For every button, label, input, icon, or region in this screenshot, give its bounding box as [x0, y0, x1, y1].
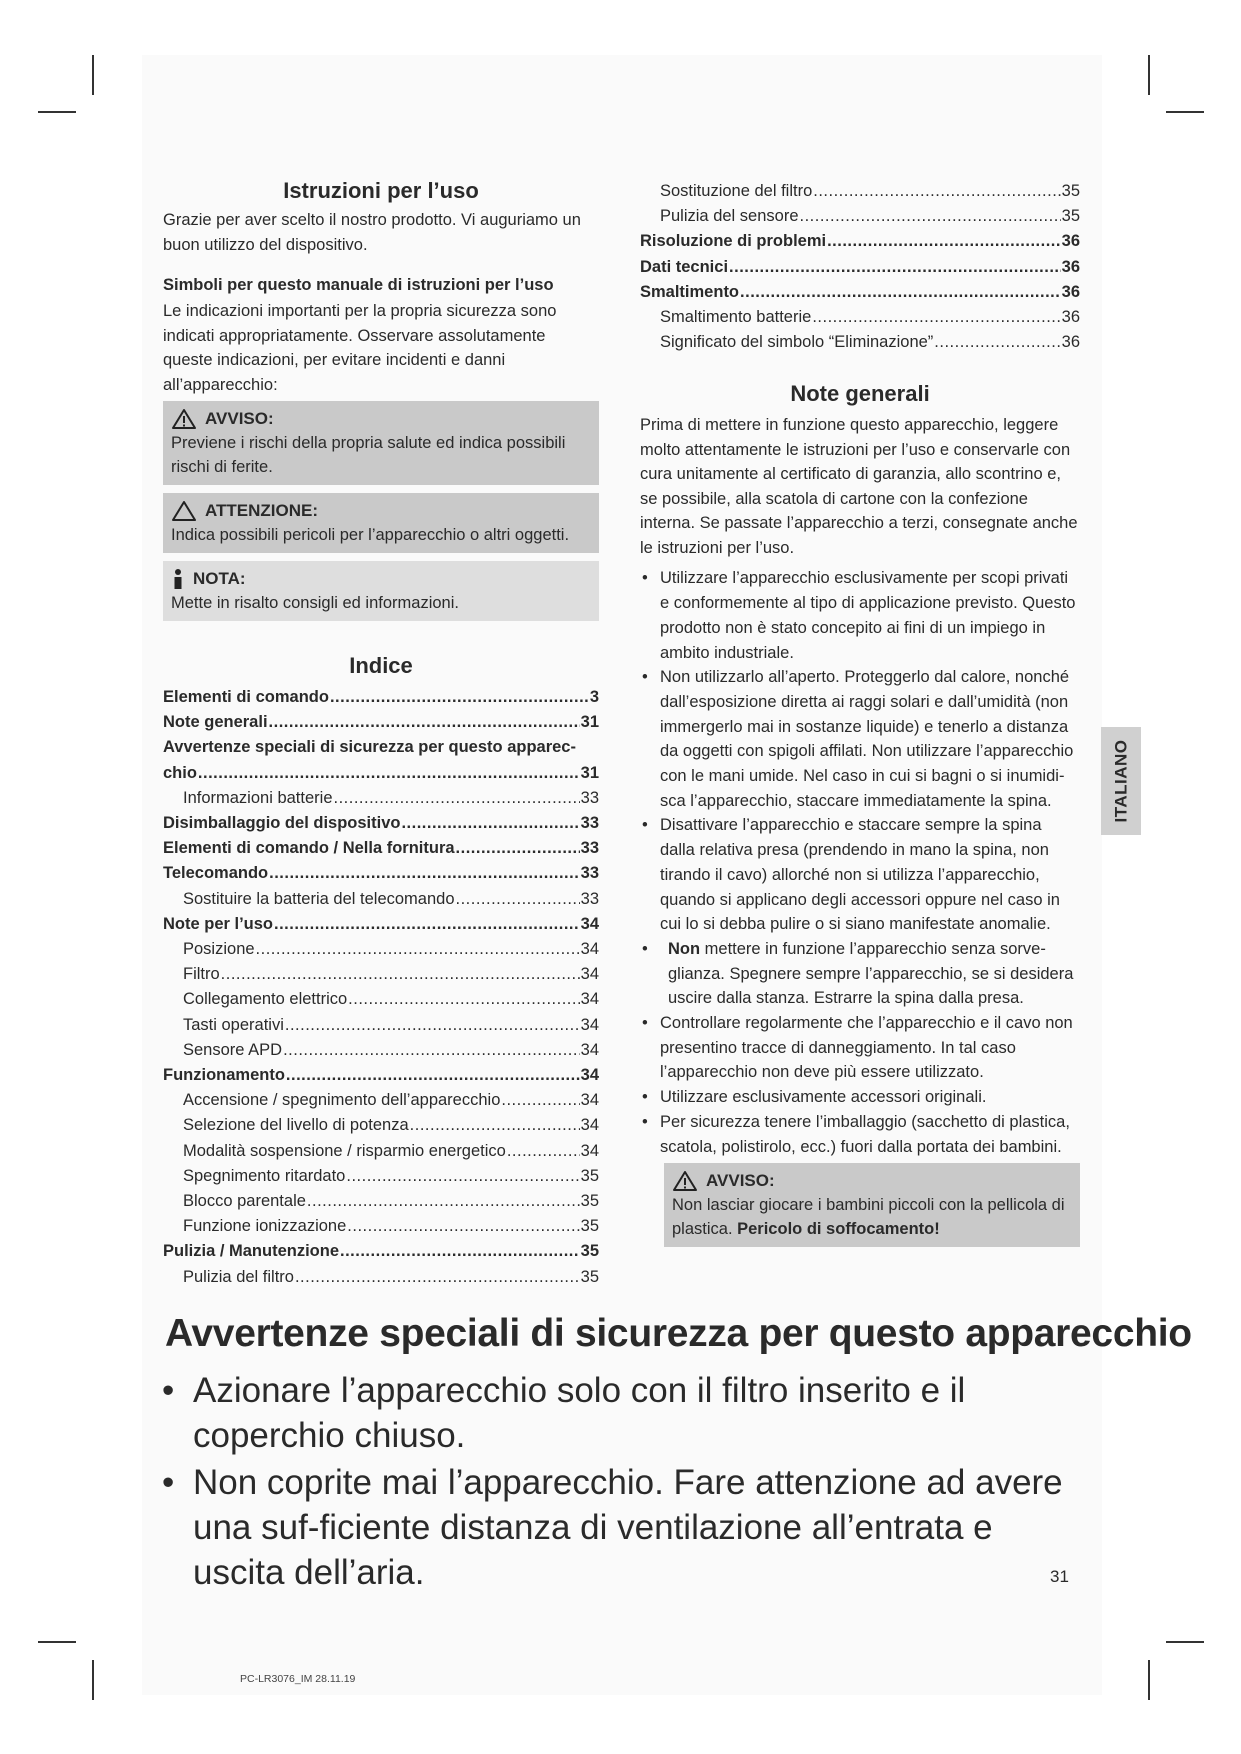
nota-label: NOTA:: [193, 569, 246, 588]
toc-entry: [163, 1189, 599, 1214]
toc-entry-page: 36: [1061, 333, 1080, 352]
toc-entry: [163, 710, 599, 735]
toc-entry-page: 34: [580, 965, 599, 984]
list-item: • Per sicurezza tenere l’imballaggio (sacchetto di plastica, scatola, polistirolo, ecc.) fuori dalla portata dei bambini.: [640, 1110, 1080, 1159]
toc-entry-label: Pulizia / Manutenzione: [163, 1242, 340, 1261]
toc-leader-dots: [346, 1164, 579, 1189]
toc-entry-label: Risoluzione di problemi: [640, 232, 827, 251]
list-item: • Azionare l’apparecchio solo con il filtro inserito e il coperchio chiuso.: [160, 1368, 1080, 1458]
toc-entry-label: Modalità sospensione / risparmio energetico: [183, 1141, 506, 1160]
toc-entry-page: 34: [580, 1066, 599, 1085]
warning-triangle-icon: [672, 1170, 698, 1192]
toc-entry: [163, 1214, 599, 1239]
general-notes-list: [640, 566, 1080, 1159]
toc-entry: [163, 1088, 599, 1113]
toc-entry: [163, 1265, 599, 1290]
crop-mark: [1148, 1660, 1150, 1700]
avviso-text-emphasis: Pericolo di soffocamento!: [737, 1220, 940, 1239]
list-item: • Non coprite mai l’apparecchio. Fare attenzione ad avere una suf-ficiente distanza di ventilazione all’entrata e uscita dell’aria.: [160, 1460, 1080, 1595]
nota-text: Mette in risalto consigli ed informazioni.: [171, 594, 459, 612]
toc-entry: [163, 987, 599, 1012]
avviso-label: AVVISO:: [706, 1171, 775, 1191]
toc-leader-dots: [934, 330, 1060, 355]
toc-leader-dots: [198, 761, 580, 786]
warning-triangle-icon: [171, 408, 197, 430]
avviso-box: [163, 401, 599, 485]
toc-entry-page: 33: [580, 889, 599, 908]
avviso-label: AVVISO:: [205, 409, 274, 428]
toc-entry: [640, 330, 1080, 355]
toc-entry-label: Significato del simbolo “Eliminazione”: [660, 333, 934, 352]
toc-entry-page: 34: [580, 940, 599, 959]
toc-entry-page: 36: [1061, 257, 1080, 276]
nota-box: [163, 561, 599, 621]
toc-entry: [163, 1239, 599, 1264]
toc-entry: [640, 305, 1080, 330]
left-column: [163, 178, 599, 1290]
right-column: [640, 179, 1080, 1247]
print-footer: PC-LR3076_IM 28.11.19: [240, 1673, 356, 1685]
toc-entry-page: 34: [580, 1040, 599, 1059]
attenzione-heading: [171, 499, 591, 523]
toc-entry-label: Blocco parentale: [183, 1192, 306, 1211]
toc-entry-label: Dati tecnici: [640, 257, 729, 276]
toc-entry: [163, 836, 599, 861]
list-item: • Controllare regolarmente che l’apparecchio e il cavo non presentino tracce di danneggiamento. In tal caso l’apparecchio non deve più essere utilizzato.: [640, 1011, 1080, 1085]
toc-entry-label: Filtro: [183, 965, 220, 984]
toc-leader-dots: [307, 1189, 580, 1214]
toc-leader-dots: [269, 710, 580, 735]
toc-entry-page: 33: [580, 814, 599, 833]
toc-entry: [640, 204, 1080, 229]
toc-leader-dots: [729, 255, 1061, 280]
caution-triangle-icon: [171, 500, 197, 522]
toc-leader-dots: [507, 1139, 580, 1164]
toc-entry-page: 33: [580, 839, 599, 858]
crop-mark: [38, 111, 76, 113]
toc-entry-label: Accensione / spegnimento dell’apparecchio: [183, 1091, 501, 1110]
index-title: Indice: [349, 653, 413, 678]
toc-entry: [163, 962, 599, 987]
toc-entry-page: 34: [580, 1091, 599, 1110]
toc-entry: [640, 280, 1080, 305]
toc-leader-dots: [340, 1239, 580, 1264]
info-icon: [171, 568, 185, 590]
toc-leader-dots: [347, 1214, 579, 1239]
intro-text: Grazie per aver scelto il nostro prodotto. Vi auguriamo un buon utilizzo del dispositivo.: [163, 211, 581, 254]
symbols-heading: Simboli per questo manuale di istruzioni per l’uso: [163, 276, 554, 294]
toc-entry-page: 3: [589, 688, 599, 706]
toc-leader-dots: [330, 685, 589, 710]
toc-entry-page: 35: [580, 1242, 599, 1261]
toc-entry-label: Sostituzione del filtro: [660, 182, 813, 200]
toc-leader-dots: [456, 887, 580, 912]
toc-entry-page: 31: [580, 763, 599, 782]
toc-entry-label: Smaltimento: [640, 282, 740, 301]
nota-heading: [171, 567, 591, 591]
toc-entry: [163, 912, 599, 937]
crop-mark: [92, 55, 94, 95]
toc-leader-dots: [286, 1063, 580, 1088]
toc-entry: [163, 1038, 599, 1063]
toc-entry-label: Funzione ionizzazione: [183, 1217, 347, 1236]
crop-mark: [1148, 55, 1150, 95]
toc-leader-dots: [295, 1265, 580, 1290]
toc-entry: [163, 1113, 599, 1138]
toc-entry-page: 34: [580, 1141, 599, 1160]
toc-entry-label: Collegamento elettrico: [183, 990, 348, 1009]
toc-entry-label: Elementi di comando: [163, 688, 329, 706]
toc-leader-dots: [800, 204, 1061, 229]
toc-leader-dots: [348, 987, 579, 1012]
attenzione-text: Indica possibili pericoli per l’apparecchio o altri oggetti.: [171, 526, 570, 544]
toc-leader-dots: [401, 811, 579, 836]
toc-entry-label: Sostituire la batteria del telecomando: [183, 889, 455, 908]
toc-leader-dots: [812, 305, 1060, 330]
toc-entry-label: Informazioni batterie: [183, 788, 333, 807]
toc-leader-dots: [827, 229, 1061, 254]
general-notes-title: Note generali: [790, 381, 930, 407]
avviso-heading: [672, 1169, 1072, 1193]
toc-entry-label: Tasti operativi: [183, 1015, 284, 1034]
avviso-box-children: [664, 1163, 1080, 1247]
toc-entry: [163, 1013, 599, 1038]
special-safety-list: [160, 1368, 1080, 1595]
toc-leader-dots: [501, 1088, 579, 1113]
toc-entry-label: Posizione: [183, 940, 255, 959]
toc-entry-page: 35: [580, 1192, 599, 1211]
crop-mark: [92, 1660, 94, 1700]
symbols-text: Le indicazioni importanti per la propria sicurezza sono indicati appropriatamente. Osservare assolutamente queste indicazioni, per evitare incidenti e danni all’apparecchio:: [163, 302, 557, 394]
toc-entry-page: 33: [580, 788, 599, 807]
list-item: • Utilizzare esclusivamente accessori originali.: [640, 1085, 1080, 1110]
toc-entry-label: Funzionamento: [163, 1066, 285, 1085]
toc-entry-page: 34: [580, 990, 599, 1009]
list-item: [640, 937, 1080, 1011]
toc-leader-dots: [269, 861, 580, 886]
list-item: • Non utilizzarlo all’aperto. Proteggerlo dal calore, nonché dall’esposizione diretta ai raggi solari e dall’umidità (non immergerlo mai in sostanze liquide) e tenerlo a distanza da oggetti con spigoli affilati. Non utilizzare l’apparecchio con le mani umide. Nel caso in cui si bagni o si inumidi-sca l’apparecchio, staccare immediatamente la spina.: [640, 665, 1080, 813]
crop-mark: [1166, 1641, 1204, 1643]
toc-entry-label: Disimballaggio del dispositivo: [163, 814, 401, 833]
toc-leader-dots: [410, 1113, 580, 1138]
toc-entry-page: 36: [1061, 232, 1080, 251]
toc-leader-dots: [274, 912, 580, 937]
special-safety-title: Avvertenze speciali di sicurezza per questo apparecchio: [165, 1312, 1192, 1355]
toc-entry: Avvertenze speciali di sicurezza per questo apparec-: [163, 738, 576, 757]
toc-leader-dots: [283, 1038, 580, 1063]
toc-leader-dots: [221, 962, 580, 987]
bullet-emphasis: Non: [668, 939, 701, 958]
toc-entry-label: Elementi di comando / Nella fornitura: [163, 839, 455, 858]
toc-entry-page: 35: [580, 1267, 599, 1286]
manual-title: Istruzioni per l’uso: [283, 178, 479, 203]
crop-mark: [1166, 111, 1204, 113]
toc-leader-dots: [456, 836, 580, 861]
toc-entry-label: Selezione del livello di potenza: [183, 1116, 409, 1135]
toc-entry: [163, 811, 599, 836]
toc-entry: [640, 179, 1080, 204]
page-number: 31: [1050, 1567, 1069, 1586]
toc-entry: [640, 255, 1080, 280]
toc-entry-label: Note generali: [163, 713, 268, 732]
toc-entry-page: 34: [580, 1015, 599, 1034]
toc-entry-label: Note per l’uso: [163, 914, 274, 933]
toc-entry-label: Smaltimento batterie: [660, 308, 812, 327]
toc-leader-dots: [285, 1013, 580, 1038]
toc-entry-page: 36: [1061, 308, 1080, 327]
crop-mark: [38, 1641, 76, 1643]
toc-entry-page: 35: [580, 1166, 599, 1185]
attenzione-box: [163, 493, 599, 553]
toc-entry-page: 31: [580, 713, 599, 732]
toc-entry: [163, 937, 599, 962]
toc-entry: [163, 761, 599, 786]
toc-entry-label: Telecomando: [163, 864, 269, 883]
toc-leader-dots: [256, 937, 580, 962]
toc-entry: [163, 1139, 599, 1164]
toc-entry: [163, 887, 599, 912]
toc-entry: [163, 1063, 599, 1088]
toc-entry-label: Pulizia del sensore: [660, 207, 799, 226]
toc-entry-page: 35: [580, 1217, 599, 1236]
language-label: ITALIANO: [1111, 739, 1131, 823]
avviso-text: Previene i rischi della propria salute ed indica possibili rischi di ferite.: [171, 434, 566, 476]
toc-entry-page: 35: [1061, 207, 1080, 226]
toc-entry: [163, 861, 599, 886]
toc-entry-page: 36: [1061, 282, 1080, 301]
toc-entry-page: 33: [580, 864, 599, 883]
avviso-text: [672, 1193, 1072, 1241]
list-item: • Disattivare l’apparecchio e staccare sempre la spina dalla relativa presa (prendendo in mano la spina, non tirando il cavo) allorché non si utilizza l’apparecchio, quando si applicano degli accessori oppure nel caso in cui lo si debba pulire o si siano manifestate anomalie.: [640, 813, 1080, 937]
table-of-contents: [163, 685, 599, 1290]
toc-entry-label: Spegnimento ritardato: [183, 1166, 346, 1185]
attenzione-label: ATTENZIONE:: [205, 501, 319, 520]
bullet-text: mettere in funzione l’apparecchio senza sorve-glianza. Spegnere sempre l’apparecchio, se si desidera uscire dalla stanza. Estrarre la spina dalla presa.: [668, 939, 1074, 1008]
toc-entry: [163, 1164, 599, 1189]
toc-entry: [640, 229, 1080, 254]
toc-entry-label: Sensore APD: [183, 1040, 283, 1059]
toc-leader-dots: [334, 786, 580, 811]
toc-entry-page: 34: [580, 914, 599, 933]
language-side-tab: [1101, 727, 1141, 835]
toc-entry-page: 35: [1061, 182, 1080, 200]
toc-entry-page: 34: [580, 1116, 599, 1135]
toc-leader-dots: [740, 280, 1061, 305]
toc-entry: [163, 685, 599, 710]
table-of-contents-continued: [640, 179, 1080, 355]
general-notes-text: Prima di mettere in funzione questo apparecchio, leggere molto attentamente le istruzioni per l’uso e conservarle con cura unitamente al certificato di garanzia, allo scontrino e, se possibile, alla scatola di cartone con la confezione interna. Se passate l’apparecchio a terzi, consegnate anche le istruzioni per l’uso.: [640, 416, 1078, 557]
toc-entry-label: chio: [163, 763, 197, 782]
avviso-text-body: Non lasciar giocare i bambini piccoli con la pellicola di plastica.: [672, 1196, 1065, 1239]
toc-entry: [163, 786, 599, 811]
list-item: • Utilizzare l’apparecchio esclusivamente per scopi privati e conformemente al tipo di applicazione previsto. Questo prodotto non è stato concepito ai fini di un impiego in ambito industriale.: [640, 566, 1080, 665]
toc-entry-label: Pulizia del filtro: [183, 1267, 294, 1286]
avviso-heading: [171, 407, 591, 431]
toc-leader-dots: [813, 179, 1060, 204]
